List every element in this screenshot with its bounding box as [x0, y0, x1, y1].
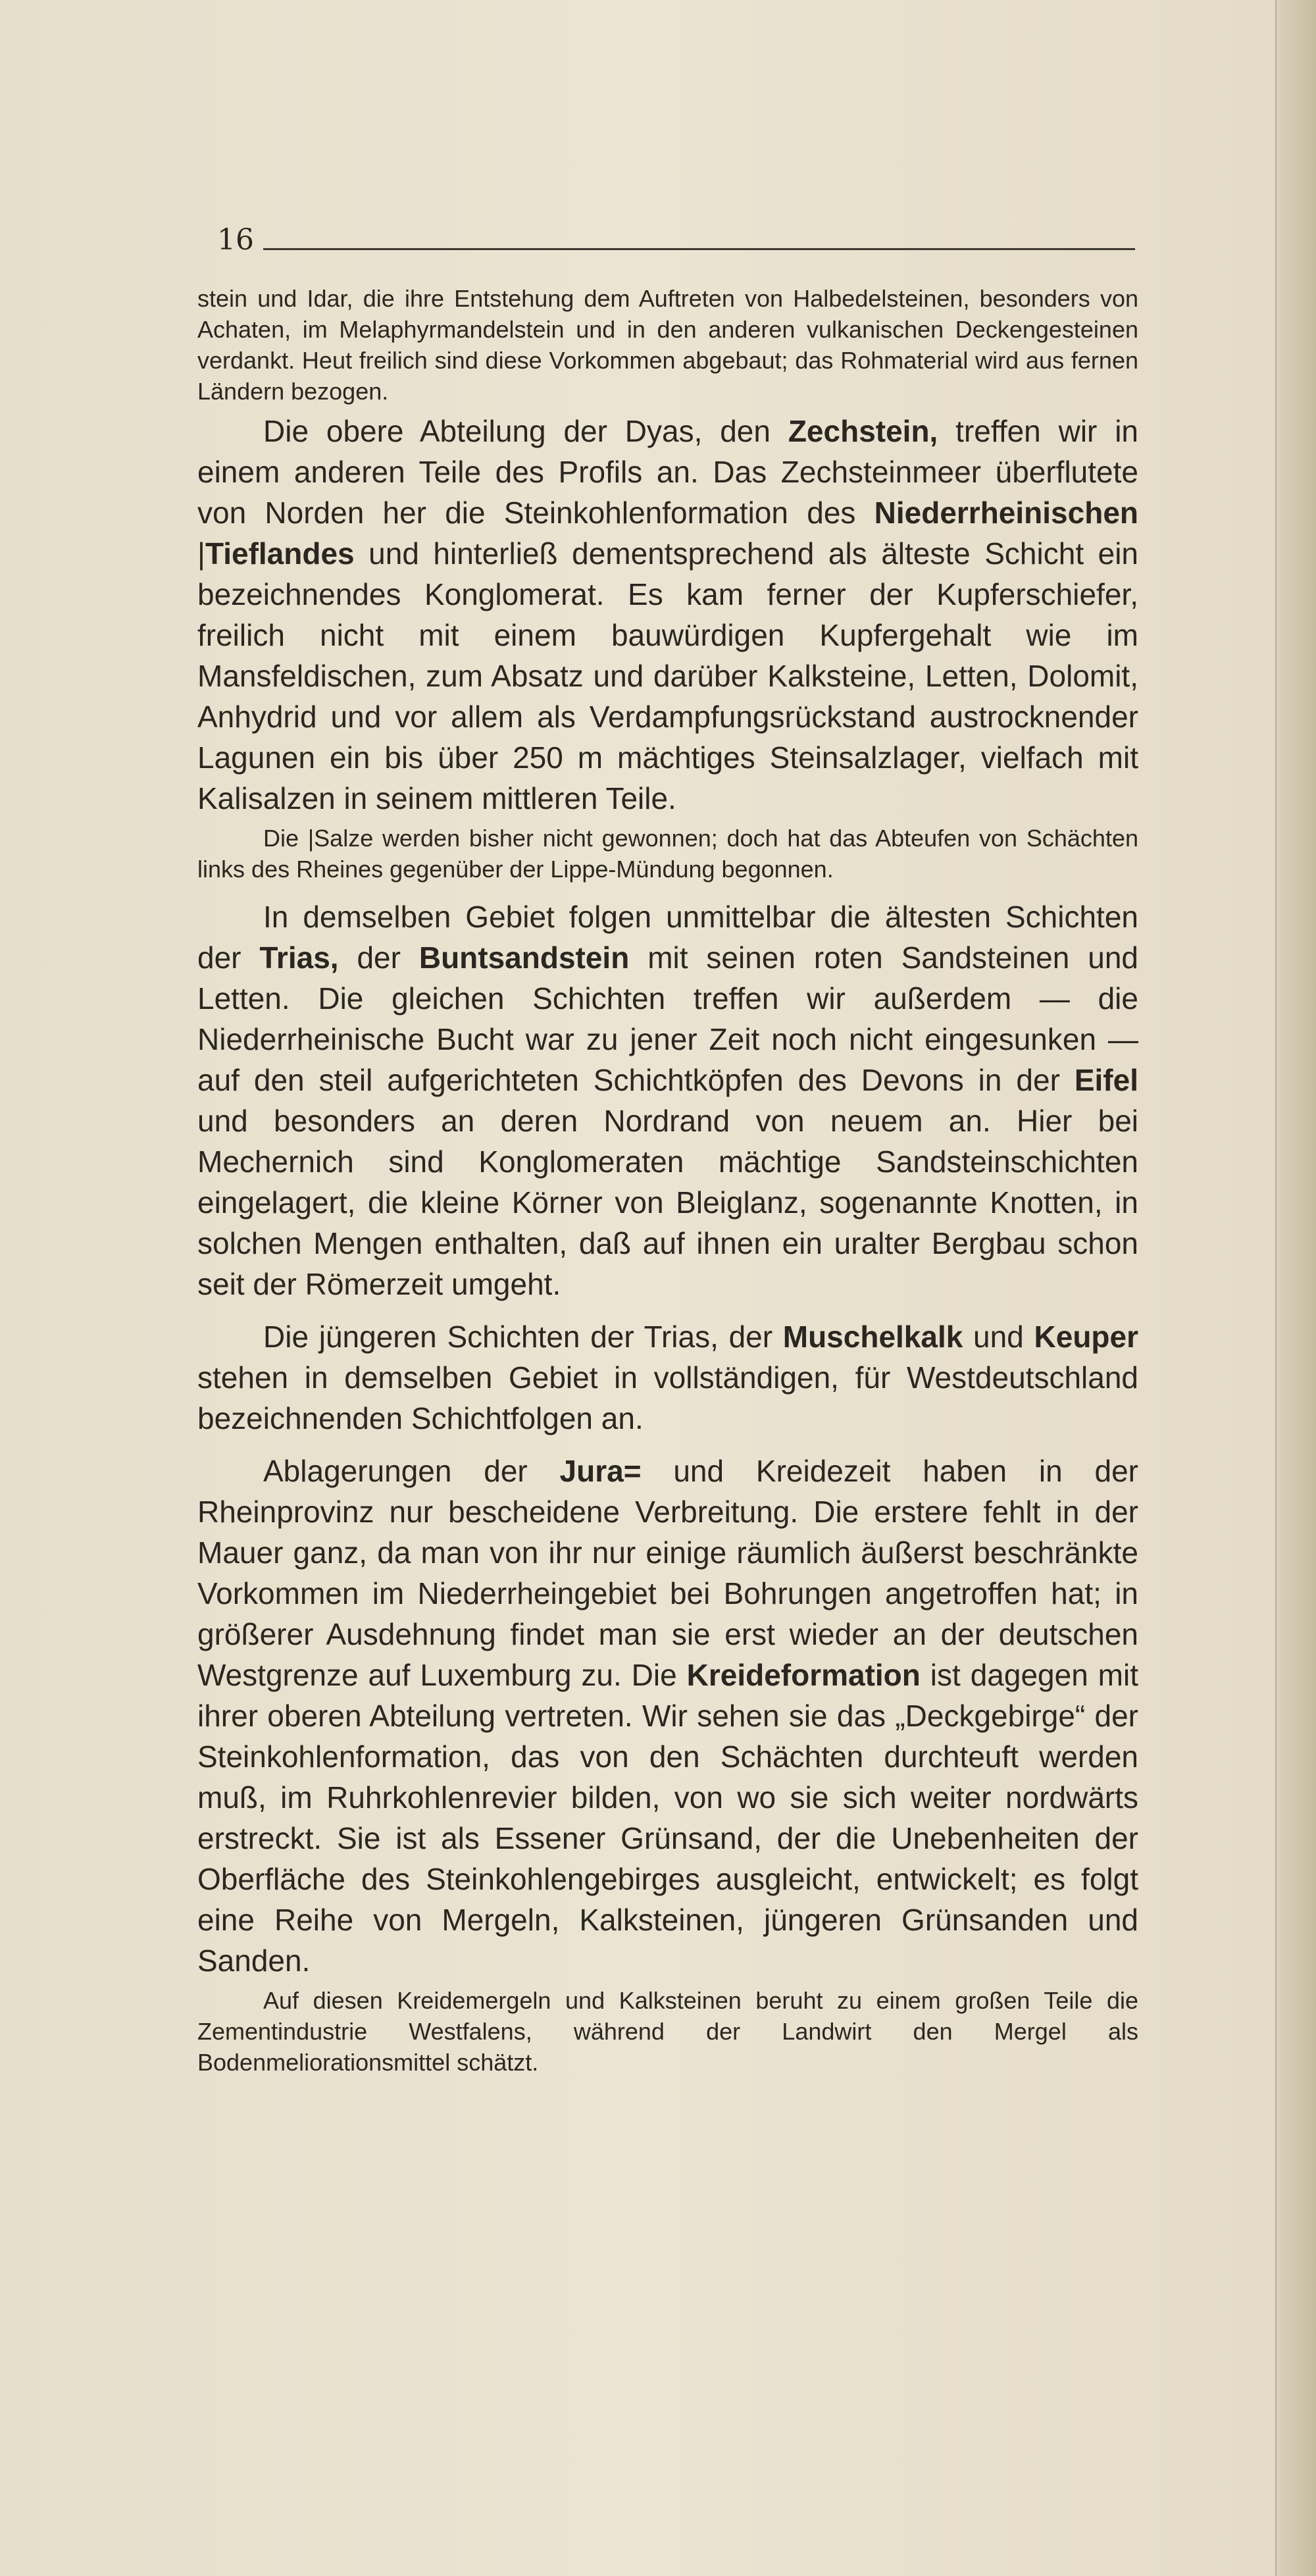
- paragraph-muschelkalk: Die jüngeren Schichten der Trias, der Muschelkalk und Keuper stehen in demselben Gebiet in vollständigen, für Westdeutschland bezeichnenden Schichtfolgen an.: [197, 1320, 1138, 1435]
- page-header: [217, 220, 1135, 260]
- term-keuper: Keuper: [1034, 1320, 1138, 1354]
- paragraph-jura-kreide: Ablagerungen der Jura= und Kreidezeit haben in der Rheinprovinz nur bescheidene Verbreitung. Die erstere fehlt in der Mauer ganz, da man von ihr nur einige räumlich äußerst beschränkte Vorkommen im Niederrheingebiet bei Bohrungen angetroffen hat; in größerer Ausdehnung findet man sie erst wieder an der deutschen Westgrenze auf Luxemburg zu. Die Kreideformation ist dagegen mit ihrer oberen Abteilung vertreten. Wir sehen sie das „Deckgebirge“ der Steinkohlenformation, das von den Schächten durchteuft werden muß, im Ruhrkohlenrevier bilden, von wo sie sich weiter nordwärts erstreckt. Sie ist als Essener Grünsand, der die Unebenheiten der Oberfläche des Steinkohlengebirges ausgleicht, entwickelt; es folgt eine Reihe von Mergeln, Kalksteinen, jüngeren Grünsanden und Sanden.: [197, 1454, 1139, 1978]
- paragraph-trias: In demselben Gebiet folgen unmittelbar die ältesten Schichten der Trias, der Buntsandstein mit seinen roten Sandsteinen und Letten. Die gleichen Schichten treffen wir außerdem — die Niederrheinische Bucht war zu jener Zeit noch nicht eingesunken — auf den steil aufgerichteten Schichtköpfen des Devons in der Eifel und besonders an deren Nordrand von neuem an. Hier bei Mechernich sind Konglomeraten mächtige Sandsteinschichten eingelagert, die kleine Körner von Bleiglanz, sogenannte Knotten, in solchen Mengen enthalten, daß auf ihnen ein uralter Bergbau schon seit der Römerzeit umgeht.: [197, 900, 1138, 1301]
- header-rule: [263, 248, 1135, 250]
- term-kreideformation: Kreideformation: [686, 1658, 921, 1692]
- paragraph-intro: stein und Idar, die ihre Entstehung dem Auftreten von Halbedelsteinen, besonders von Achaten, im Melaphyrmandelstein und in den anderen vulkanischen Deckengesteinen verdankt. Heut freilich sind diese Vorkommen abgebaut; das Rohmaterial wird aus fernen Ländern bezogen.: [197, 285, 1138, 405]
- term-tieflandes: Tieflandes: [205, 536, 355, 571]
- term-trias: Trias,: [259, 940, 339, 975]
- note-kreidemergel: Auf diesen Kreidemergeln und Kalksteinen beruht zu einem großen Teile die Zementindustrie Westfalens, während der Landwirt den Mergel als Bodenmeliorationsmittel schätzt.: [197, 1987, 1138, 2076]
- term-niederrheinischen: Niederrheinischen: [874, 496, 1138, 530]
- term-eifel: Eifel: [1074, 1063, 1138, 1097]
- body-text: [197, 283, 1138, 2078]
- note-salze: Die |Salze werden bisher nicht gewonnen; doch hat das Abteufen von Schächten links des Rheines gegenüber der Lippe-Mündung begonnen.: [197, 825, 1138, 883]
- term-buntsandstein: Buntsandstein: [418, 940, 630, 975]
- page-number: 16: [217, 223, 254, 257]
- term-jura: Jura=: [559, 1454, 642, 1488]
- paragraph-zechstein: Die obere Abteilung der Dyas, den Zechstein, treffen wir in einem anderen Teile des Profils an. Das Zechsteinmeer überflutete von Norden her die Steinkohlenformation des Niederrheinischen |Tieflandes und hinterließ dementsprechend als älteste Schicht ein bezeichnendes Konglomerat. Es kam ferner der Kupferschiefer, freilich nicht mit einem bauwürdigen Kupfergehalt wie im Mansfeldischen, zum Absatz und darüber Kalksteine, Letten, Dolomit, Anhydrid und vor allem als Verdampfungsrückstand austrocknender Lagunen ein bis über 250 m mächtiges Steinsalzlager, vielfach mit Kalisalzen in seinem mittleren Teile.: [197, 414, 1139, 815]
- term-muschelkalk: Muschelkalk: [782, 1320, 963, 1354]
- term-zechstein: Zechstein,: [788, 414, 938, 448]
- book-spine-edge: [1275, 0, 1316, 2576]
